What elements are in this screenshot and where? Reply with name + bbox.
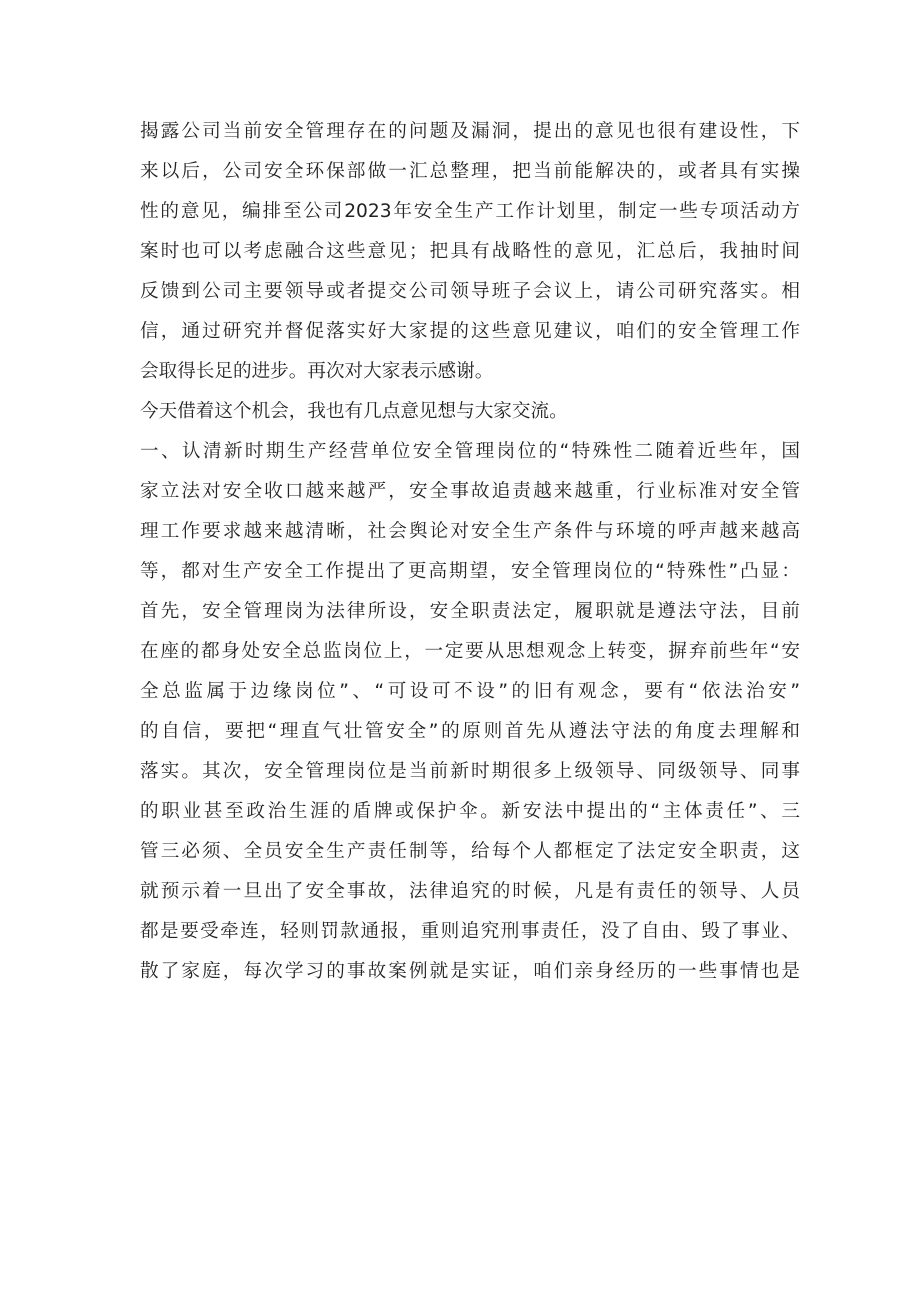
text-line: 的自信，要把“理直气壮管安全”的原则首先从遵法守法的角度去理解和 (140, 721, 800, 742)
text-line: 案时也可以考虑融合这些意见；把具有战略性的意见，汇总后，我抽时间 (140, 241, 800, 262)
text-line: 性的意见，编排至公司2023年安全生产工作计划里，制定一些专项活动方 (140, 201, 800, 222)
text-line: 会取得长足的进步。再次对大家表示感谢。 (140, 361, 494, 382)
text-line: 在座的都身处安全总监岗位上，一定要从思想观念上转变，摒弃前些年“安 (140, 641, 800, 662)
text-line: 信，通过研究并督促落实好大家提的这些意见建议，咱们的安全管理工作 (140, 321, 800, 342)
text-line: 今天借着这个机会，我也有几点意见想与大家交流。 (140, 401, 568, 422)
text-line: 一、认清新时期生产经营单位安全管理岗位的“特殊性二随着近些年，国 (140, 441, 800, 462)
text-line: 就预示着一旦出了安全事故，法律追究的时候，凡是有责任的领导、人员 (140, 881, 800, 902)
text-line: 管三必须、全员安全生产责任制等，给每个人都框定了法定安全职责，这 (140, 841, 800, 862)
body-text (140, 112, 800, 992)
text-line: 都是要受牵连，轻则罚款通报，重则追究刑事责任，没了自由、毁了事业、 (140, 921, 800, 942)
text-line: 反馈到公司主要领导或者提交公司领导班子会议上，请公司研究落实。相 (140, 281, 800, 302)
text-line: 等，都对生产安全工作提出了更高期望，安全管理岗位的“特殊性”凸显： (140, 561, 800, 582)
text-line: 揭露公司当前安全管理存在的问题及漏洞，提出的意见也很有建设性，下 (140, 121, 800, 142)
text-line: 落实。其次，安全管理岗位是当前新时期很多上级领导、同级领导、同事 (140, 761, 800, 782)
text-line: 散了家庭，每次学习的事故案例就是实证，咱们亲身经历的一些事情也是 (140, 961, 800, 982)
text-line: 来以后，公司安全环保部做一汇总整理，把当前能解决的，或者具有实操 (140, 161, 800, 182)
text-line: 理工作要求越来越清晰，社会舆论对安全生产条件与环境的呼声越来越高 (140, 521, 800, 542)
text-line: 的职业甚至政治生涯的盾牌或保护伞。新安法中提出的“主体责任”、三 (140, 801, 800, 822)
text-line: 家立法对安全收口越来越严，安全事故追责越来越重，行业标准对安全管 (140, 481, 800, 502)
text-line: 首先，安全管理岗为法律所设，安全职责法定，履职就是遵法守法，目前 (140, 601, 800, 622)
text-line: 全总监属于边缘岗位”、“可设可不设”的旧有观念，要有“依法治安” (140, 681, 800, 702)
